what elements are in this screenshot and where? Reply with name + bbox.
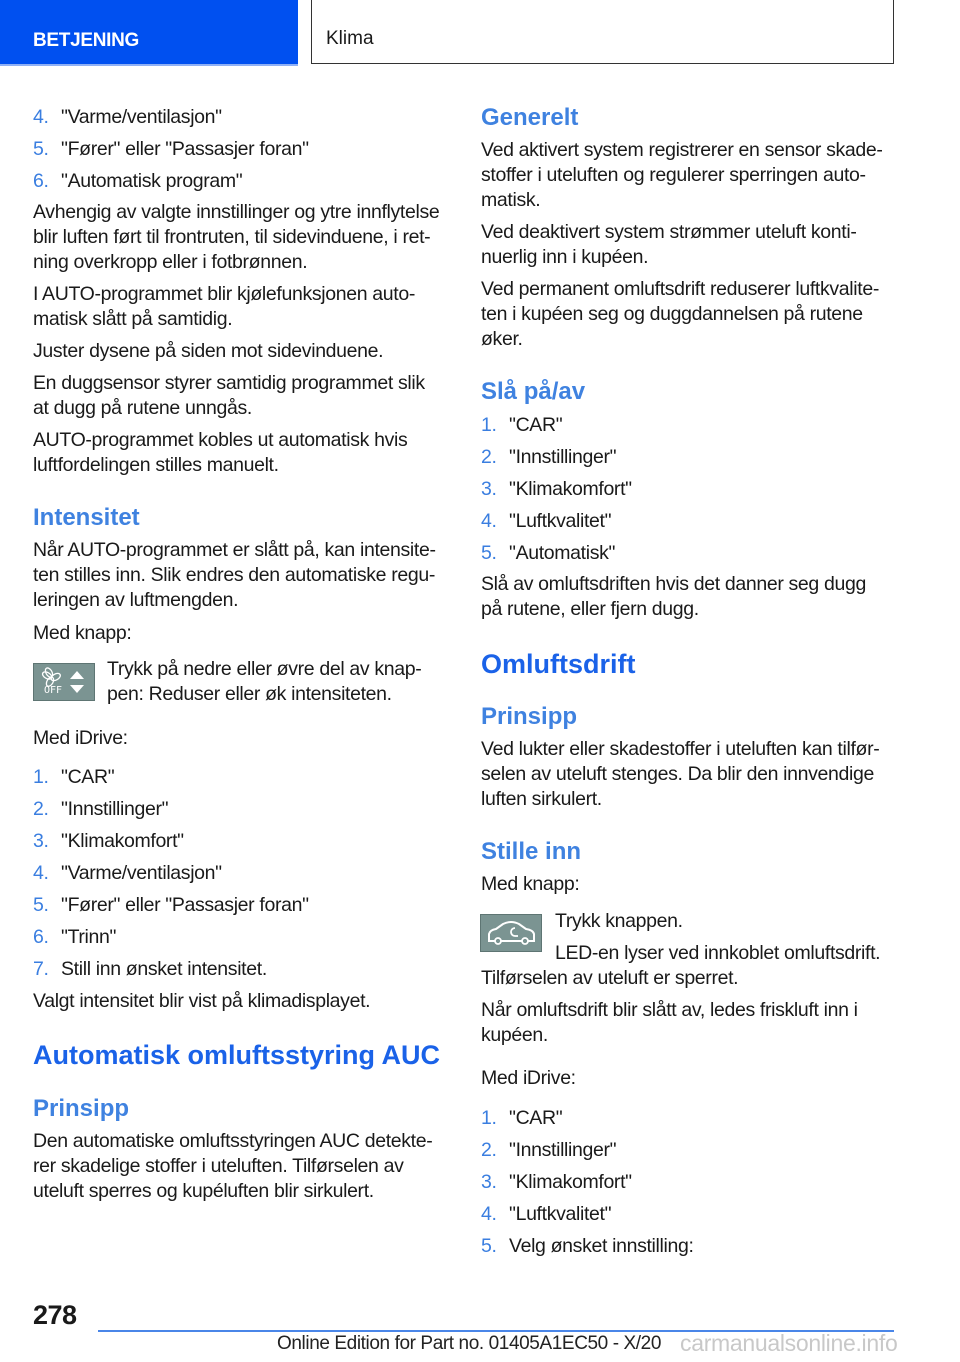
list-text: "Innstillinger" xyxy=(509,1139,617,1161)
recirculation-button-icon xyxy=(480,914,542,952)
chapter-tab xyxy=(311,0,894,64)
button-description: Trykk på nedre eller øvre del av knap- pen: Reduser eller øk intensiteten. xyxy=(107,658,422,705)
heading-prinsipp: Prinsipp xyxy=(481,703,578,730)
list-text: "Klimakomfort" xyxy=(509,478,632,500)
list-number: 1. xyxy=(481,1107,497,1129)
list-text: "Trinn" xyxy=(61,926,117,948)
list-number: 3. xyxy=(481,1171,497,1193)
off-label: OFF xyxy=(44,685,63,696)
list-number: 3. xyxy=(481,478,497,500)
chapter-title: Klima xyxy=(326,28,374,49)
list-number: 3. xyxy=(33,830,49,852)
edition-text: Online Edition for Part no. 01405A1EC50 - X/20 xyxy=(277,1333,662,1354)
list-text: "Klimakomfort" xyxy=(61,830,184,852)
paragraph: I AUTO-programmet blir kjølefunksjonen auto- matisk slått på samtidig. xyxy=(33,283,415,330)
list-text: "Fører" eller "Passasjer foran" xyxy=(61,138,309,160)
heading-intensitet: Intensitet xyxy=(33,504,140,531)
led-description: LED-en lyser ved innkoblet omluftsdrift. xyxy=(555,942,881,964)
list-number: 4. xyxy=(481,510,497,532)
heading-prinsipp: Prinsipp xyxy=(33,1095,130,1122)
list-text: "Luftkvalitet" xyxy=(509,1203,612,1225)
list-text: "CAR" xyxy=(61,766,115,788)
heading-stille-inn: Stille inn xyxy=(481,838,582,865)
paragraph: Når AUTO-programmet er slått på, kan intensite- ten stilles inn. Slik endres den automatiske regu- leringen av luftmengden. xyxy=(33,539,436,611)
list-text: "Klimakomfort" xyxy=(509,1171,632,1193)
list-number: 5. xyxy=(33,894,49,916)
paragraph: Tilførselen av uteluft er sperret. xyxy=(481,967,739,989)
paragraph: Den automatiske omluftsstyringen AUC detekte- rer skadelige stoffer i uteluften. Tilførselen av uteluft sperres og kupéluften blir sirkulert. xyxy=(33,1130,433,1202)
label-med-knapp: Med knapp: xyxy=(481,873,580,895)
heading-omluftsdrift: Omluftsdrift xyxy=(481,649,636,679)
list-number: 2. xyxy=(33,798,49,820)
paragraph: Slå av omluftsdriften hvis det danner seg dugg på rutene, eller fjern dugg. xyxy=(481,573,866,620)
list-text: "Innstillinger" xyxy=(61,798,169,820)
list-number: 5. xyxy=(33,138,49,160)
list-number: 1. xyxy=(481,414,497,436)
paragraph: Valgt intensitet blir vist på klimadisplayet. xyxy=(33,990,371,1012)
paragraph: En duggsensor styrer samtidig programmet slik at dugg på rutene unngås. xyxy=(33,372,425,419)
watermark: carmanualsonline.info xyxy=(680,1330,898,1356)
list-number: 7. xyxy=(33,958,49,980)
section-title: BETJENING xyxy=(33,30,140,51)
paragraph: Avhengig av valgte innstillinger og ytre innflytelse blir luften ført til frontruten, til sidevinduene, i ret- ning overkropp eller i fotbrønnen. xyxy=(33,201,440,273)
list-number: 5. xyxy=(481,542,497,564)
list-number: 2. xyxy=(481,446,497,468)
paragraph: Ved deaktivert system strømmer uteluft konti- nuerlig inn i kupéen. xyxy=(481,221,857,268)
heading-sla-pa-av: Slå på/av xyxy=(481,378,586,405)
list-text: "Innstillinger" xyxy=(509,446,617,468)
label-med-idrive: Med iDrive: xyxy=(33,727,128,749)
list-number: 4. xyxy=(33,106,49,128)
label-med-knapp: Med knapp: xyxy=(33,622,132,644)
list-text: "Fører" eller "Passasjer foran" xyxy=(61,894,309,916)
list-number: 1. xyxy=(33,766,49,788)
list-text: "CAR" xyxy=(509,414,563,436)
paragraph: Ved aktivert system registrerer en sensor skade- stoffer i uteluften og regulerer sperringen auto- matisk. xyxy=(481,139,883,211)
list-number: 6. xyxy=(33,170,49,192)
list-text: Still inn ønsket intensitet. xyxy=(61,958,267,980)
paragraph: Ved permanent omluftsdrift reduserer luftkvalite- ten i kupéen seg og duggdannelsen på rutene øker. xyxy=(481,278,879,350)
fan-intensity-button-icon xyxy=(33,663,95,701)
paragraph: Når omluftsdrift blir slått av, ledes friskluft inn i kupéen. xyxy=(481,999,858,1046)
list-text: "Varme/ventilasjon" xyxy=(61,106,222,128)
paragraph: AUTO-programmet kobles ut automatisk hvis luftfordelingen stilles manuelt. xyxy=(33,429,408,476)
list-number: 4. xyxy=(481,1203,497,1225)
section-tab xyxy=(0,0,298,66)
list-text: "Luftkvalitet" xyxy=(509,510,612,532)
list-text: "Automatisk program" xyxy=(61,170,243,192)
list-text: Velg ønsket innstilling: xyxy=(509,1235,694,1257)
page-number: 278 xyxy=(33,1300,77,1330)
paragraph: Juster dysene på siden mot sidevinduene. xyxy=(33,340,384,362)
button-description: Trykk knappen. xyxy=(555,910,683,932)
list-number: 6. xyxy=(33,926,49,948)
list-text: "Varme/ventilasjon" xyxy=(61,862,222,884)
list-number: 4. xyxy=(33,862,49,884)
list-text: "CAR" xyxy=(509,1107,563,1129)
heading-generelt: Generelt xyxy=(481,104,579,131)
paragraph: Ved lukter eller skadestoffer i uteluften kan tilfør- selen av uteluft stenges. Da blir den innvendige luften sirkulert. xyxy=(481,738,880,810)
label-med-idrive: Med iDrive: xyxy=(481,1067,576,1089)
heading-auc: Automatisk omluftsstyring AUC xyxy=(33,1040,441,1070)
list-number: 2. xyxy=(481,1139,497,1161)
list-text: "Automatisk" xyxy=(509,542,616,564)
list-number: 5. xyxy=(481,1235,497,1257)
